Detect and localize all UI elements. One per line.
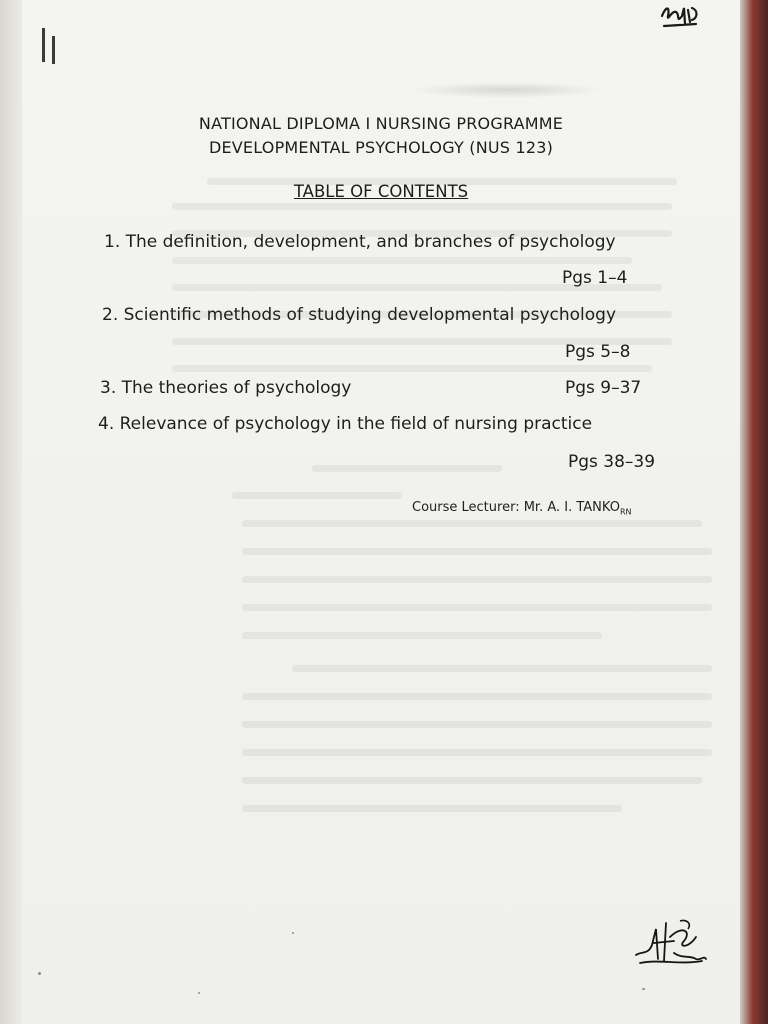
- document-page: [22, 0, 740, 1024]
- scan-speck: [198, 992, 200, 994]
- punch-mark-1: [42, 28, 45, 62]
- toc-heading: TABLE OF CONTENTS: [293, 182, 469, 201]
- scan-right-edge: [740, 0, 768, 1024]
- toc-item-3: 3. The theories of psychology: [100, 378, 352, 398]
- toc-item-4: 4. Relevance of psychology in the field of nursing practice: [98, 414, 593, 434]
- lecturer-name: Course Lecturer: Mr. A. I. TANKO: [412, 500, 620, 515]
- toc-item-4-pages: Pgs 38–39: [568, 452, 656, 472]
- toc-item-2: 2. Scientific methods of studying developmental psychology: [102, 305, 617, 325]
- scan-speck: [38, 972, 41, 975]
- toc-item-1-pages: Pgs 1–4: [562, 268, 628, 288]
- course-title: DEVELOPMENTAL PSYCHOLOGY (NUS 123): [208, 138, 554, 157]
- toc-item-1: 1. The definition, development, and branches of psychology: [104, 232, 616, 252]
- signature: [630, 915, 710, 973]
- initials-mark: [658, 2, 702, 34]
- punch-mark-2: [52, 36, 55, 64]
- scan-smudge: [412, 82, 602, 98]
- course-lecturer: [412, 500, 632, 517]
- scan-speck: [642, 988, 645, 990]
- lecturer-suffix: RN: [619, 507, 632, 517]
- scan-left-edge: [0, 0, 22, 1024]
- toc-item-3-pages: Pgs 9–37: [565, 378, 642, 398]
- toc-item-2-pages: Pgs 5–8: [565, 342, 631, 362]
- scan-speck: [292, 932, 294, 934]
- programme-title: NATIONAL DIPLOMA I NURSING PROGRAMME: [198, 114, 564, 133]
